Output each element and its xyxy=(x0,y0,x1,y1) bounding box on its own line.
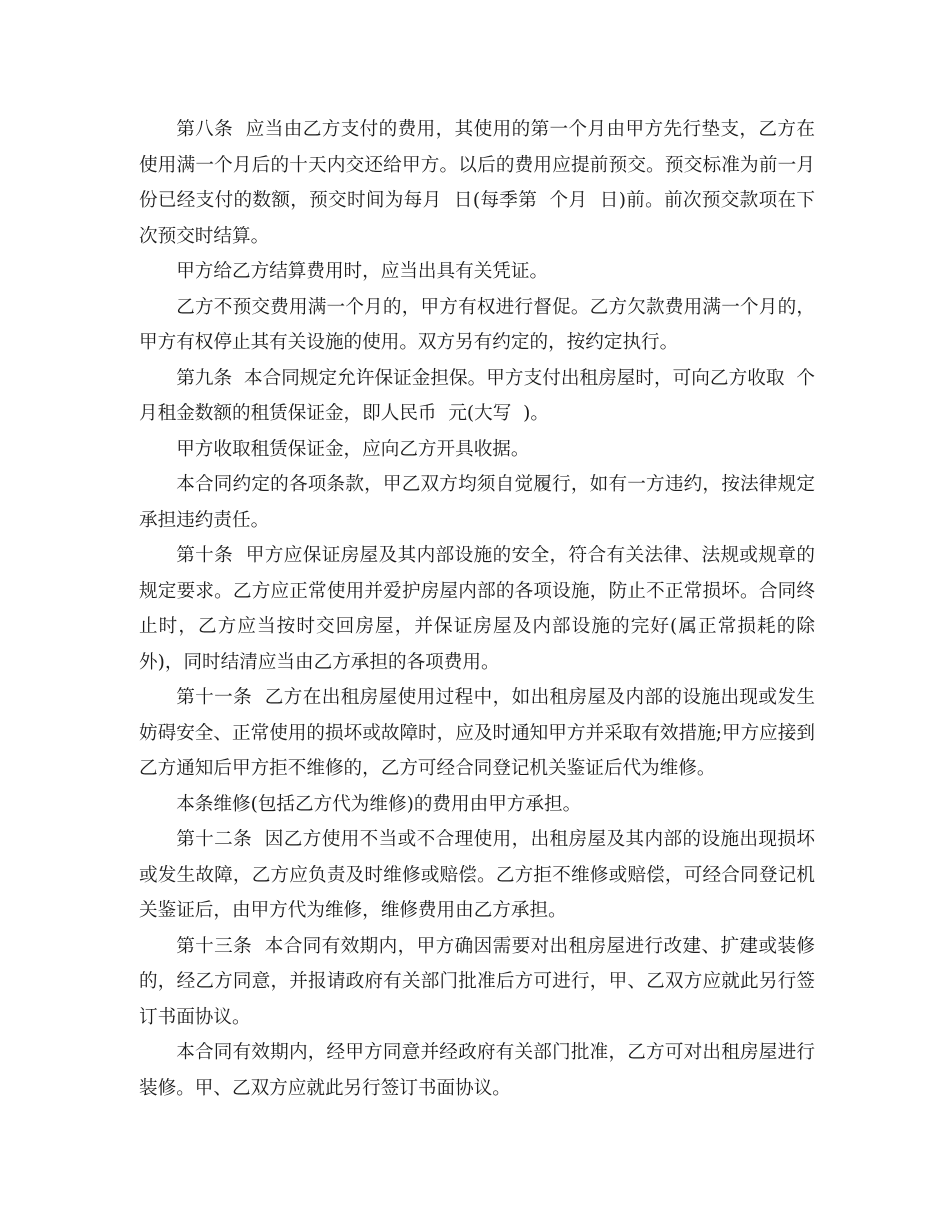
paragraph-article-8: 第八条 应当由乙方支付的费用，其使用的第一个月由甲方先行垫支，乙方在使用满一个月后的十天内交还给甲方。以后的费用应提前预交。预交标准为前一月份已经支付的数额，预交时间为每月 日(每季第 个月 日)前。前次预交款项在下次预交时结算。 xyxy=(139,119,815,247)
paragraph-article-10: 第十条 甲方应保证房屋及其内部设施的安全，符合有关法律、法规或规章的规定要求。乙方应正常使用并爱护房屋内部的各项设施，防止不正常损坏。合同终止时，乙方应当按时交回房屋，并保证房屋及内部设施的完好(属正常损耗的除外)，同时结清应当由乙方承担的各项费用。 xyxy=(139,545,815,673)
paragraph-article-12: 第十二条 因乙方使用不当或不合理使用，出租房屋及其内部的设施出现损坏或发生故障，乙方应负责及时维修或赔偿。乙方拒不维修或赔偿，可经合同登记机关鉴证后，由甲方代为维修，维修费用由乙方承担。 xyxy=(139,829,815,921)
paragraph-arrears: 乙方不预交费用满一个月的，甲方有权进行督促。乙方欠款费用满一个月的，甲方有权停止其有关设施的使用。双方另有约定的，按约定执行。 xyxy=(139,296,815,353)
paragraph-article-9: 第九条 本合同规定允许保证金担保。甲方支付出租房屋时，可向乙方收取 个月租金数额的租赁保证金，即人民币 元(大写 )。 xyxy=(139,367,815,424)
paragraph-breach-liability: 本合同约定的各项条款，甲乙双方均须自觉履行，如有一方违约，按法律规定承担违约责任。 xyxy=(139,474,815,531)
paragraph-article-13: 第十三条 本合同有效期内，甲方确因需要对出租房屋进行改建、扩建或装修的，经乙方同意，并报请政府有关部门批准后方可进行，甲、乙双方应就此另行签订书面协议。 xyxy=(139,935,815,1028)
paragraph-settlement-voucher: 甲方给乙方结算费用时，应当出具有关凭证。 xyxy=(176,261,549,282)
paragraph-article-11: 第十一条 乙方在出租房屋使用过程中，如出租房屋及内部的设施出现或发生妨碍安全、正常使用的损坏或故障时，应及时通知甲方并采取有效措施;甲方应接到乙方通知后甲方拒不维修的，乙方可经合同登记机关鉴证后代为维修。 xyxy=(139,687,815,779)
paragraph-deposit-receipt: 甲方收取租赁保证金，应向乙方开具收据。 xyxy=(176,438,530,460)
paragraph-repair-cost: 本条维修(包括乙方代为维修)的费用由甲方承担。 xyxy=(176,793,582,815)
document-body xyxy=(139,112,815,1106)
paragraph-renovation: 本合同有效期内，经甲方同意并经政府有关部门批准，乙方可对出租房屋进行装修。甲、乙双方应就此另行签订书面协议。 xyxy=(139,1042,815,1099)
